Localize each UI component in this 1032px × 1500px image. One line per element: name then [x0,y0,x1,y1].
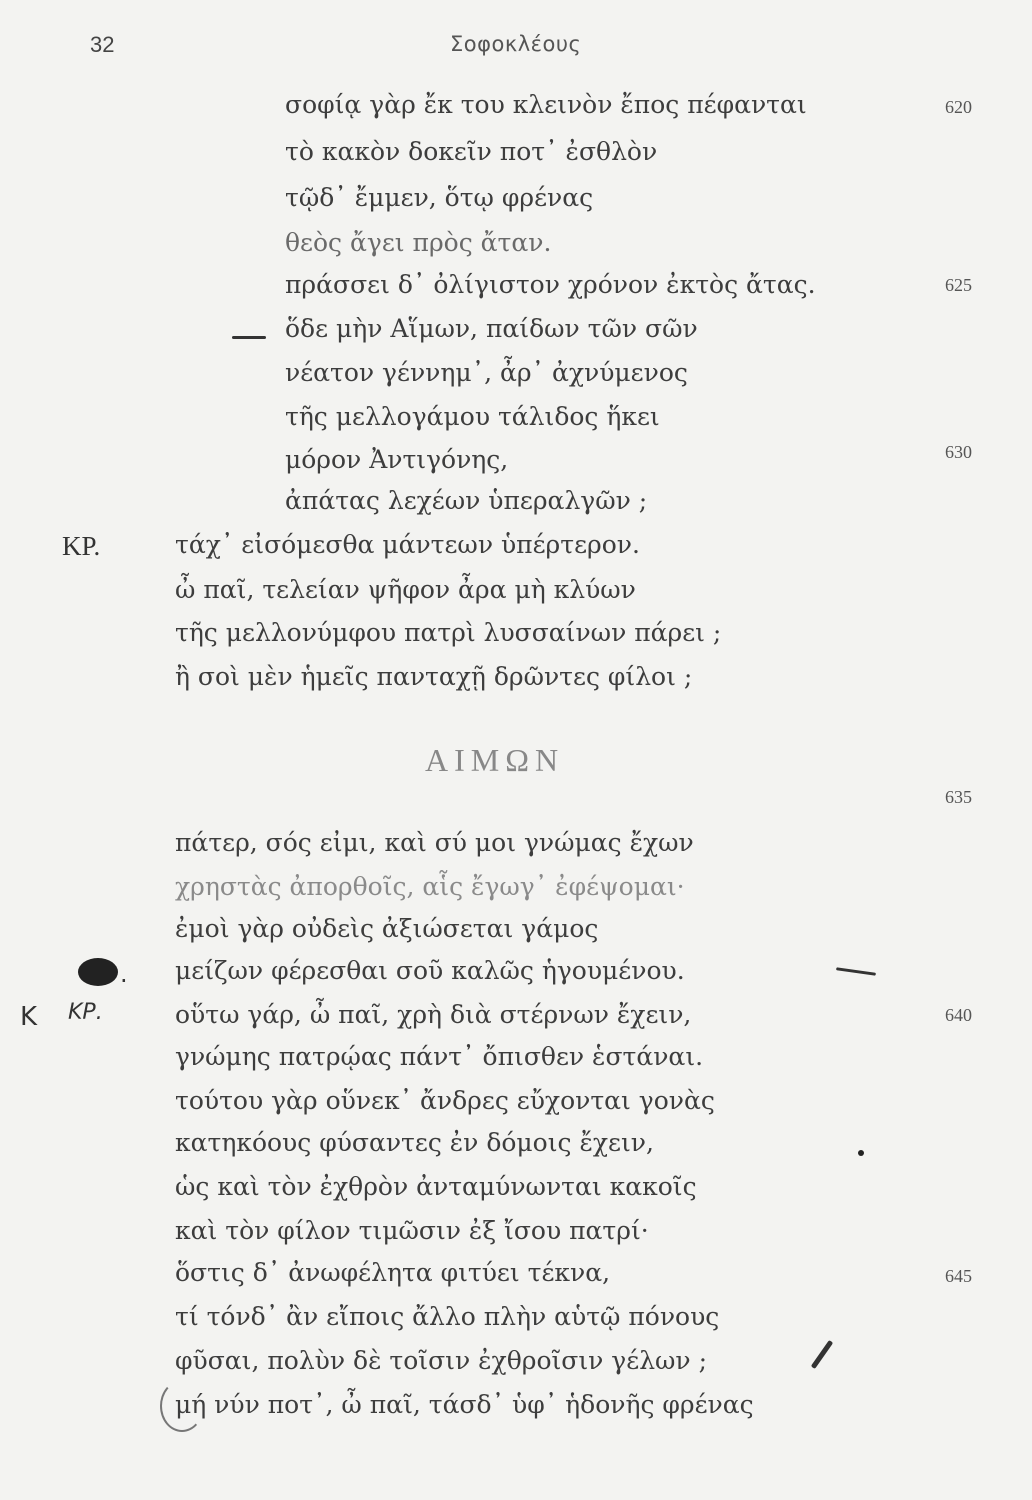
margin-dash-mark [836,967,876,976]
verse-line: γνώμης πατρῴας πάντ᾽ ὄπισθεν ἑστάναι. [175,1042,704,1071]
verse-line: ὅδε μὴν Αἵμων, παίδων τῶν σῶν [285,314,698,343]
verse-line: τῷδ᾽ ἔμμεν, ὅτῳ φρένας [285,183,594,212]
page-number: 32 [90,32,115,57]
verse-line: νέατον γέννημ᾽, ἆρ᾽ ἀχνύμενος [285,358,688,387]
verse-line: τὸ κακὸν δοκεῖν ποτ᾽ ἐσθλὸν [285,137,658,166]
verse-line: ὡς καὶ τὸν ἐχθρὸν ἀνταμύνωνται κακοῖς [175,1172,697,1201]
ink-dot [858,1150,864,1156]
section-heading: ΑΙΜΩΝ [425,742,565,778]
verse-line: ἀπάτας λεχέων ὑπεραλγῶν ; [285,486,648,515]
verse-line: χρηστὰς ἀπορθοῖς, αἷς ἔγωγ᾽ ἐφέψομαι· [175,872,685,901]
line-number: 640 [945,1005,972,1025]
verse-line: ὅστις δ᾽ ἀνωφέλητα φιτύει τέκνα, [175,1258,611,1287]
verse-line: κατηκόους φύσαντες ἐν δόμοις ἔχειν, [175,1128,654,1157]
margin-handwritten-k: K [20,1002,38,1032]
pen-check-mark [811,1340,833,1369]
ink-scribble [78,958,118,986]
line-number: 630 [945,442,972,462]
verse-line: θεὸς ἄγει πρὸς ἄταν. [285,228,552,257]
verse-line: ἢ σοὶ μὲν ἡμεῖς πανταχῇ δρῶντες φίλοι ; [175,662,693,691]
pencil-circle-mark [160,1380,204,1432]
verse-line: μόρον Ἀντιγόνης, [285,445,509,474]
verse-line: ὦ παῖ, τελείαν ψῆφον ἆρα μὴ κλύων [175,575,636,604]
verse-line: σοφίᾳ γὰρ ἔκ του κλεινὸν ἔπος πέφανται [285,90,807,119]
verse-line: τί τόνδ᾽ ἂν εἴποις ἄλλο πλὴν αὑτῷ πόνους [175,1302,720,1331]
verse-line: μείζων φέρεσθαι σοῦ καλῶς ἡγουμένου. [175,956,685,985]
margin-dot: . [120,960,128,988]
line-number: 635 [945,787,972,807]
verse-line: καὶ τὸν φίλον τιμῶσιν ἐξ ἴσου πατρί· [175,1216,649,1245]
verse-line: τούτου γὰρ οὕνεκ᾽ ἄνδρες εὔχονται γονὰς [175,1086,715,1115]
verse-line: τῆς μελλονύμφου πατρὶ λυσσαίνων πάρει ; [175,618,722,647]
line-number: 645 [945,1266,972,1286]
margin-dash-mark [232,336,266,339]
verse-line: φῦσαι, πολὺν δὲ τοῖσιν ἐχθροῖσιν γέλων ; [175,1346,707,1375]
verse-line: πράσσει δ᾽ ὀλίγιστον χρόνον ἐκτὸς ἄτας. [285,270,816,299]
verse-line: πάτερ, σός εἰμι, καὶ σύ μοι γνώμας ἔχων [175,828,694,857]
verse-line: οὕτω γάρ, ὦ παῖ, χρὴ διὰ στέρνων ἔχειν, [175,1000,692,1029]
line-number: 625 [945,275,972,295]
verse-line: τῆς μελλογάμου τάλιδος ἥκει [285,402,660,431]
verse-line: ἐμοὶ γὰρ οὐδεὶς ἀξιώσεται γάμος [175,914,599,943]
verse-line: μή νύν ποτ᾽, ὦ παῖ, τάσδ᾽ ὑφ᾽ ἡδονῆς φρένας [175,1390,754,1419]
margin-handwritten-kr: ΚΡ. [68,1000,103,1025]
line-number: 620 [945,97,972,117]
running-title: Σοφοκλέους [450,32,582,56]
verse-line: τάχ᾽ εἰσόμεσθα μάντεων ὑπέρτερον. [175,530,640,559]
speaker-label: ΚΡ. [62,531,101,561]
